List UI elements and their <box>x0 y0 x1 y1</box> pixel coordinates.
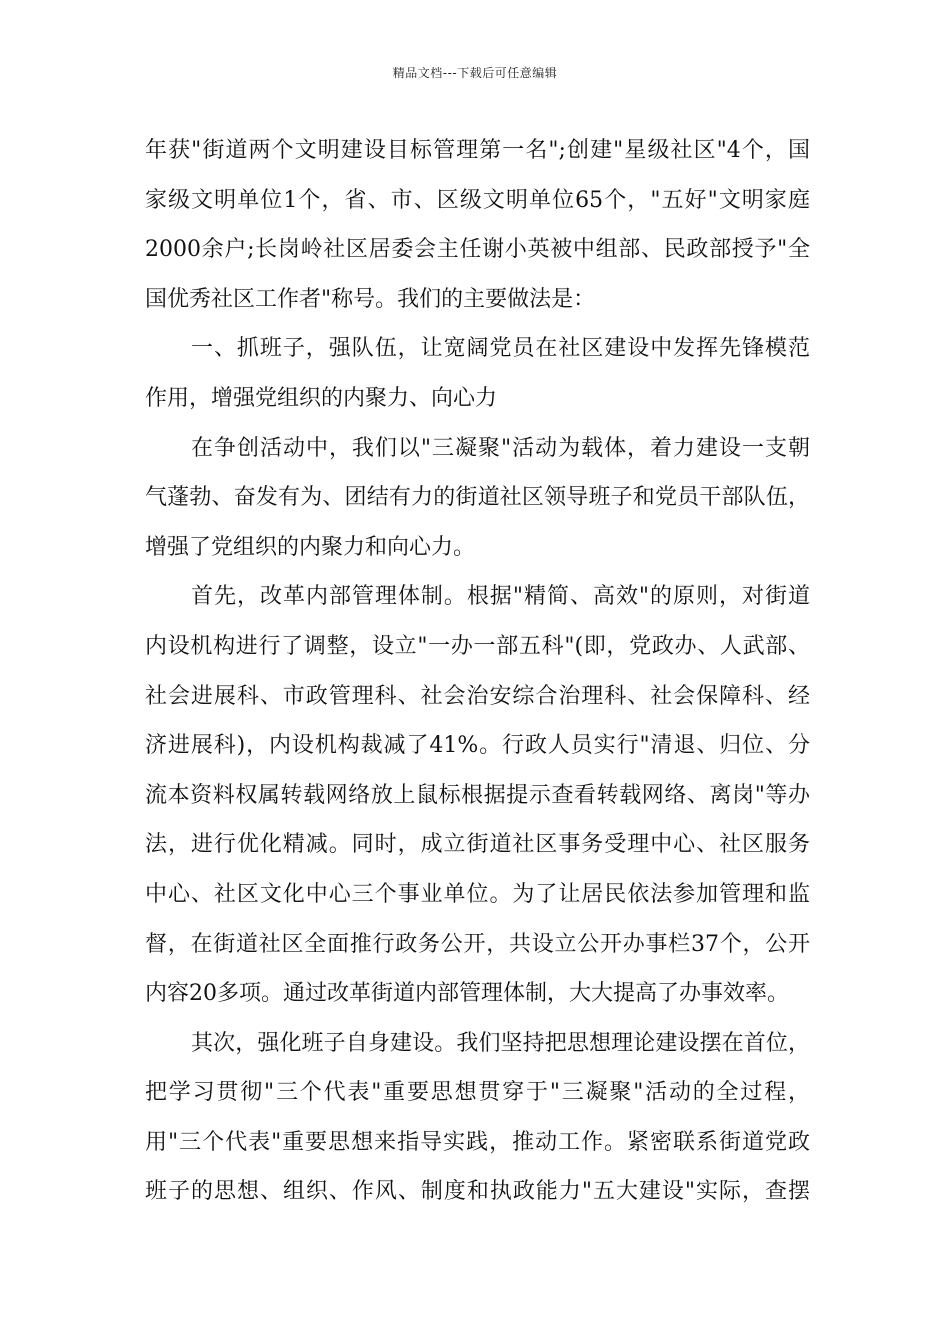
text-line: 中心、社区文化中心三个事业单位。为了让居民依法参加管理和监 <box>145 881 810 907</box>
body-text <box>145 136 810 1227</box>
text-line: 一、抓班子，强队伍，让宽阔党员在社区建设中发挥先锋模范 <box>191 336 810 362</box>
text-line: 在争创活动中，我们以"三凝聚"活动为载体，着力建设一支朝 <box>191 435 810 461</box>
text-line: 把学习贯彻"三个代表"重要思想贯穿于"三凝聚"活动的全过程， <box>145 1080 810 1106</box>
text-line: 气蓬勃、奋发有为、团结有力的街道社区领导班子和党员干部队伍， <box>145 485 810 511</box>
text-line: 家级文明单位1个，省、市、区级文明单位65个，"五好"文明家庭 <box>145 187 810 213</box>
text-line: 2000余户;长岗岭社区居委会主任谢小英被中组部、民政部授予"全 <box>145 237 810 263</box>
text-line: 济进展科)，内设机构裁减了41%。行政人员实行"清退、归位、分 <box>145 733 810 759</box>
text-line: 首先，改革内部管理体制。根据"精简、高效"的原则，对街道 <box>191 584 810 610</box>
text-line: 社会进展科、市政管理科、社会治安综合治理科、社会保障科、经 <box>145 683 810 709</box>
text-line: 督，在街道社区全面推行政务公开，共设立公开办事栏37个，公开 <box>145 931 810 957</box>
text-line: 其次，强化班子自身建设。我们坚持把思想理论建设摆在首位， <box>191 1030 810 1056</box>
text-line: 内容20多项。通过改革街道内部管理体制，大大提高了办事效率。 <box>145 981 789 1007</box>
text-line: 国优秀社区工作者"称号。我们的主要做法是： <box>145 286 596 312</box>
text-line: 内设机构进行了调整，设立"一办一部五科"(即，党政办、人武部、 <box>145 633 810 659</box>
text-line: 流本资料权属转载网络放上鼠标根据提示查看转载网络、离岗"等办 <box>145 782 810 808</box>
text-line: 用"三个代表"重要思想来指导实践，推动工作。紧密联系街道党政 <box>145 1129 810 1155</box>
page-header: 精品文档---下载后可任意编辑 <box>392 66 558 80</box>
text-line: 班子的思想、组织、作风、制度和执政能力"五大建设"实际，查摆 <box>145 1179 810 1205</box>
text-line: 年获"街道两个文明建设目标管理第一名";创建"星级社区"4个，国 <box>145 138 810 163</box>
text-line: 作用，增强党组织的内聚力、向心力 <box>145 385 498 411</box>
text-line: 法，进行优化精减。同时，成立街道社区事务受理中心、社区服务 <box>145 832 810 858</box>
text-line: 增强了党组织的内聚力和向心力。 <box>145 534 476 560</box>
